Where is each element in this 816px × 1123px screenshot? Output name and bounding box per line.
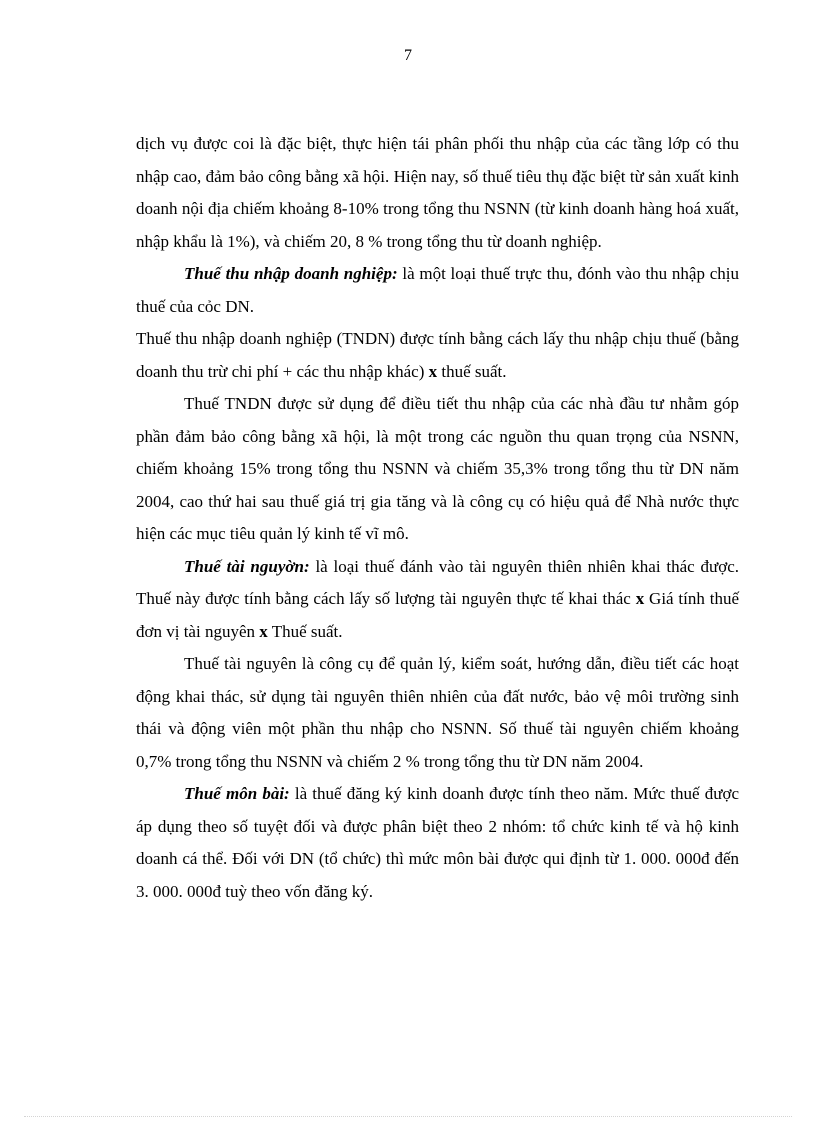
paragraph-text: dịch vụ được coi là đặc biệt, thực hiện tái phân phối thu nhập của các tầng lớp có thu nhập cao, đảm bảo công bằng xã hội. Hiện nay, số thuế tiêu thụ đặc biệt từ sản xuất kinh doanh nội địa chiếm khoảng 8-10% trong tổng thu NSNN (từ kinh doanh hàng hoá xuất, nhập khẩu là 1%), và chiếm 20, 8 % trong tổng thu từ doanh nghiệp. [136, 134, 739, 251]
paragraph-text-end: thuế suất. [437, 361, 507, 381]
paragraph-text: là thuế đăng ký kinh doanh được tính theo năm. Mức thuế được áp dụng theo số tuyệt đối và được phân biệt theo 2 nhóm: tổ chức kinh tế và hộ kinh doanh cá thể. Đối với DN (tổ chức) thì mức môn bài được qui định từ 1. 000. 000đ đến 3. 000. 000đ tuỳ theo vốn đăng ký. [136, 784, 739, 901]
term-corporate-income-tax: Thuế thu nhập doanh nghiệp: [184, 264, 398, 283]
paragraph-text-mid: Giá tính thuế đơn vị tài nguyên [136, 589, 739, 641]
document-body [136, 128, 739, 908]
multiply-operator: x [635, 589, 645, 608]
paragraph-text: Thuế TNDN được sử dụng để điều tiết thu nhập của các nhà đầu tư nhằm góp phần đảm bảo công bằng xã hội, là một trong các nguồn thu quan trọng của NSNN, chiếm khoảng 15% trong tổng thu NSNN và chiếm 35,3% trong tổng thu từ DN năm 2004, cao thứ hai sau thuế giá trị gia tăng và là công cụ có hiệu quả để Nhà nước thực hiện các mục tiêu quản lý kinh tế vĩ mô. [136, 394, 739, 543]
multiply-operator: x [428, 361, 438, 381]
paragraph-cit-role [136, 388, 739, 551]
term-license-tax: Thuế môn bài: [184, 784, 290, 803]
paragraph-resource-tax-role [136, 648, 739, 778]
paragraph-text: là loại thuế đánh vào tài nguyên thiên nhiên khai thác được. Thuế này được tính bằng cách lấy số lượng tài nguyên thực tế khai thác [136, 556, 739, 608]
paragraph-license-tax [136, 778, 739, 908]
multiply-operator: x [259, 621, 268, 641]
paragraph-text: Thuế thu nhập doanh nghiệp (TNDN) được tính bằng cách lấy thu nhập chịu thuế (bằng doanh thu trừ chi phí + các thu nhập khác) [136, 329, 739, 381]
paragraph-resource-tax [136, 551, 739, 649]
paragraph-text: là một loại thuế trực thu, đónh vào thu nhập chịu thuế của cỏc DN. [136, 264, 739, 316]
paragraph-text-end: Thuế suất. [267, 621, 343, 641]
paragraph-cit-formula [136, 323, 739, 388]
paragraph-special-consumption-tax [136, 128, 739, 258]
paragraph-text: Thuế tài nguyên là công cụ để quản lý, kiểm soát, hướng dẫn, điều tiết các hoạt động khai thác, sử dụng tài nguyên thiên nhiên của đất nước, bảo vệ môi trường sinh thái và động viên một phần thu nhập cho NSNN. Số thuế tài nguyên chiếm khoảng 0,7% trong tổng thu NSNN và chiếm 2 % trong tổng thu từ DN năm 2004. [136, 654, 739, 771]
page-number: 7 [404, 47, 412, 64]
term-resource-tax: Thuế tài nguyờn: [184, 556, 310, 576]
paragraph-corporate-income-tax [136, 258, 739, 323]
page-bottom-divider [24, 1116, 792, 1117]
